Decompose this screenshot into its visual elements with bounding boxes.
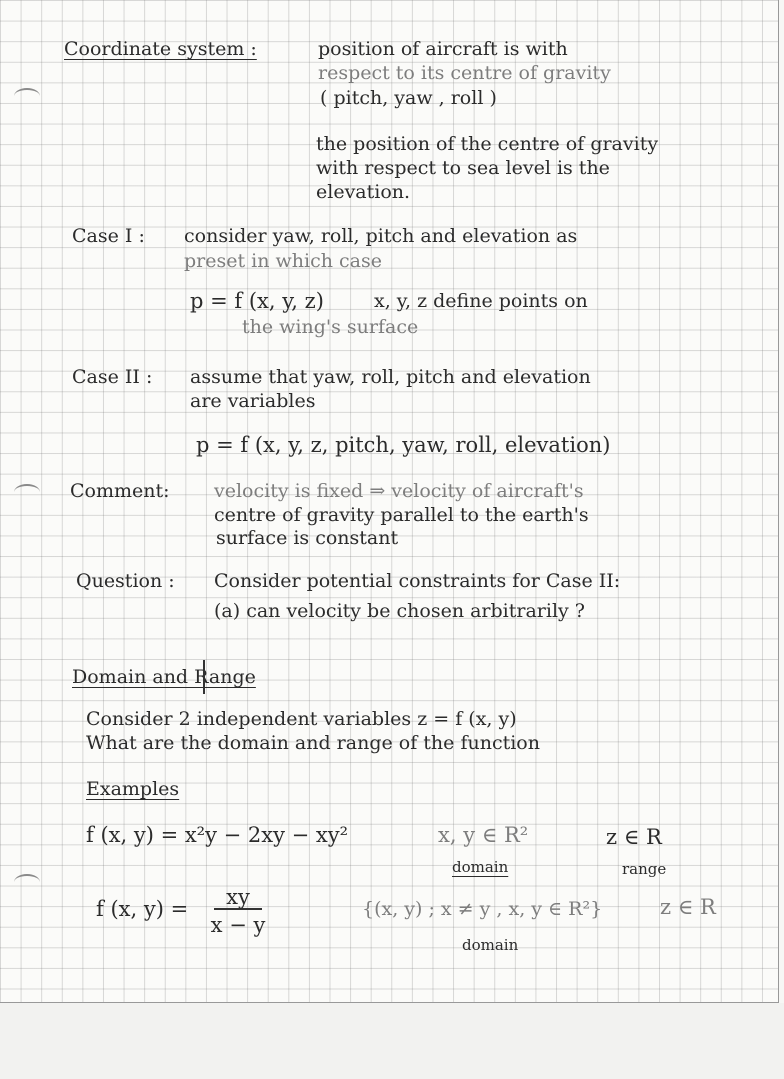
example-1-domain: x, y ∈ R²	[438, 823, 529, 847]
example-1-domain-label: domain	[452, 858, 509, 876]
binder-hole-mark	[14, 874, 40, 890]
example-2-range: z ∈ R	[660, 895, 716, 919]
comment-line-3: surface is constant	[216, 527, 399, 549]
section-label-case-1: Case I :	[72, 225, 145, 247]
case-2-formula: p = f (x, y, z, pitch, yaw, roll, elevation)	[196, 433, 611, 457]
binder-hole-mark	[14, 484, 40, 500]
domain-range-line-2: What are the domain and range of the function	[86, 732, 540, 754]
example-2-domain: {(x, y) ; x ≠ y , x, y ∈ R²}	[362, 898, 603, 920]
case-1-formula-note-1: x, y, z define points on	[374, 290, 588, 312]
margin-stroke	[203, 660, 205, 694]
example-2-domain-label: domain	[462, 936, 519, 954]
comment-line-1: velocity is fixed ⇒ velocity of aircraft's	[214, 480, 584, 502]
example-1-range-label: range	[622, 860, 667, 878]
case-2-line-2: are variables	[190, 390, 316, 412]
case-2-line-1: assume that yaw, roll, pitch and elevation	[190, 366, 591, 388]
example-2-numerator: xy	[214, 886, 262, 910]
section-label-case-2: Case II :	[72, 366, 153, 388]
coordinate-line-6: elevation.	[316, 181, 411, 203]
case-1-formula-note-2: the wing's surface	[242, 316, 419, 338]
section-label-comment: Comment:	[70, 480, 170, 502]
question-line-2: (a) can velocity be chosen arbitrarily ?	[214, 600, 585, 622]
example-2-denominator: x − y	[210, 913, 266, 937]
example-2-lhs: f (x, y) =	[96, 897, 189, 921]
coordinate-line-1: position of aircraft is with	[318, 38, 568, 60]
coordinate-line-5: with respect to sea level is the	[316, 157, 610, 179]
section-heading-domain-range: Domain and Range	[72, 666, 256, 688]
comment-line-2: centre of gravity parallel to the earth's	[214, 504, 589, 526]
coordinate-line-3: ( pitch, yaw , roll )	[320, 87, 497, 109]
case-1-line-1: consider yaw, roll, pitch and elevation as	[184, 225, 578, 247]
example-1-formula: f (x, y) = x²y − 2xy − xy²	[86, 823, 349, 847]
binder-hole-mark	[14, 88, 40, 104]
question-line-1: Consider potential constraints for Case II:	[214, 570, 621, 592]
domain-range-line-1: Consider 2 independent variables z = f (x, y)	[86, 708, 517, 730]
section-label-coordinate-system: Coordinate system :	[64, 38, 257, 60]
coordinate-line-4: the position of the centre of gravity	[316, 133, 659, 155]
scan-margin	[0, 1003, 784, 1079]
coordinate-line-2: respect to its centre of gravity	[318, 62, 611, 84]
section-label-question: Question :	[76, 570, 175, 592]
case-1-formula: p = f (x, y, z)	[190, 289, 324, 313]
case-1-line-2: preset in which case	[184, 250, 382, 272]
examples-label: Examples	[86, 778, 180, 800]
example-1-range: z ∈ R	[606, 825, 662, 849]
